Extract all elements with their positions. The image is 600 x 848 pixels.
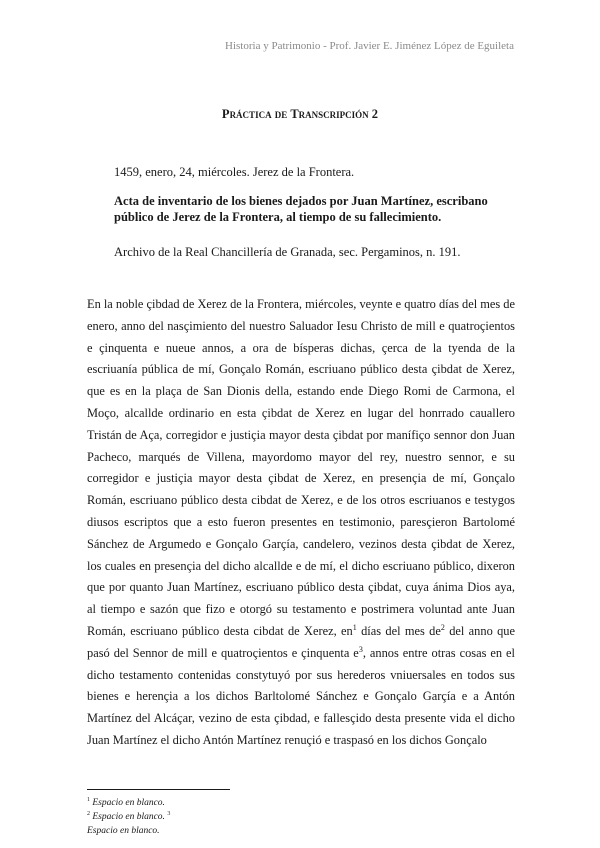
footnote-text-2: Espacio en blanco. bbox=[90, 812, 168, 822]
footnote-text-1: Espacio en blanco. bbox=[90, 798, 165, 808]
page-title bbox=[0, 107, 600, 122]
footnotes bbox=[87, 796, 507, 838]
footnote-ref-2[interactable]: 2 bbox=[440, 622, 445, 632]
document-heading: Acta de inventario de los bienes dejados por Juan Martínez, escribano público de Jerez de la Frontera, al tiempo de su fallecimiento. bbox=[114, 194, 488, 224]
body-part-1: En la noble çibdad de Xerez de la Frontera, miércoles, veynte e quatro días del mes de enero, anno del nasçimiento del nuestro Saluador Iesu Christo de mill e quatroçientos e çinquenta e nueue annos, a ora de bísperas dichas, çerca de la tyenda de la escriuanía pública de mí, Gonçalo Román, escriuano público desta çibdat de Xerez, que es en la plaça de San Dionis della, estando ende Diego Romi de Carmona, el Moço, alcallde ordinario en esta çibdat de Xerez en lugar del honrrado cauallero Tristán de Aça, corregidor e justiçia mayor desta çibdat por manífiço sennor don Juan Pacheco, marqués de Villena, mayordomo mayor del rey, nuestro sennor, e su corregidor e justiçia mayor desta çibdat de Xerez, en presençia de mí, Gonçalo Román, escriuano público desta cibdat de Xerez, e de los otros escriuanos e testygos diusos escriptos que a esto fueron presentes en testimonio, paresçieron Bartolomé Sánchez de Argumedo e Gonçalo Garçía, candelero, vezinos desta çibdat de Xerez, los cuales en presençia del dicho alcallde e de mí, el dicho escriuano público, dixeron que por quanto Juan Martínez, escriuano público desta çibdat, cuya ánima Dios aya, al tiempo e sazón que fizo e otorgó su testamento e postrimera voluntad ante Juan Román, escriuano público desta cibdat de Xerez, en bbox=[87, 297, 515, 638]
footnote-mark-1: 1 bbox=[87, 797, 90, 803]
transcription-paragraph bbox=[87, 294, 515, 752]
footnote-ref-3[interactable]: 3 bbox=[358, 644, 363, 654]
title-word-transcripcion: ranscripción 2 bbox=[298, 107, 379, 121]
title-initial-t: T bbox=[290, 107, 299, 121]
footnote-2 bbox=[87, 810, 507, 824]
body-part-4: , annos entre otras cosas en el dicho testamento contenidas constytuyó por sus herederos vniuersales en todos sus bienes e herençia a los dichos Barltolomé Sánchez e Gonçalo Garçía e a Antón Martínez del Alcáçar, vezino de esta çibdad, e fallesçido desta presente vida el dicho Juan Martínez el dicho Antón Martínez renuçió e traspasó en los dichos Gonçalo bbox=[87, 645, 515, 747]
running-header: Historia y Patrimonio - Prof. Javier E. Jiménez López de Eguileta bbox=[225, 40, 514, 52]
footnote-1 bbox=[87, 796, 507, 810]
title-word-practica: ráctica de bbox=[229, 107, 291, 121]
footnote-mark-3: 3 bbox=[167, 811, 171, 817]
archive-source: Archivo de la Real Chancillería de Granada, sec. Pergaminos, n. 191. bbox=[114, 245, 461, 259]
footnote-mark-2: 2 bbox=[87, 811, 90, 817]
title-initial-p: P bbox=[221, 107, 230, 121]
footnote-3: Espacio en blanco. bbox=[87, 826, 160, 836]
transcription-body bbox=[87, 294, 515, 752]
document-date: 1459, enero, 24, miércoles. Jerez de la Frontera. bbox=[114, 165, 355, 179]
footnote-separator bbox=[87, 789, 230, 790]
footnote-ref-1[interactable]: 1 bbox=[352, 622, 357, 632]
body-part-2: días del mes de bbox=[356, 623, 441, 638]
body-part-3: del anno que pasó del Sennor de mill e quatroçientos e çinquenta e bbox=[87, 623, 515, 660]
